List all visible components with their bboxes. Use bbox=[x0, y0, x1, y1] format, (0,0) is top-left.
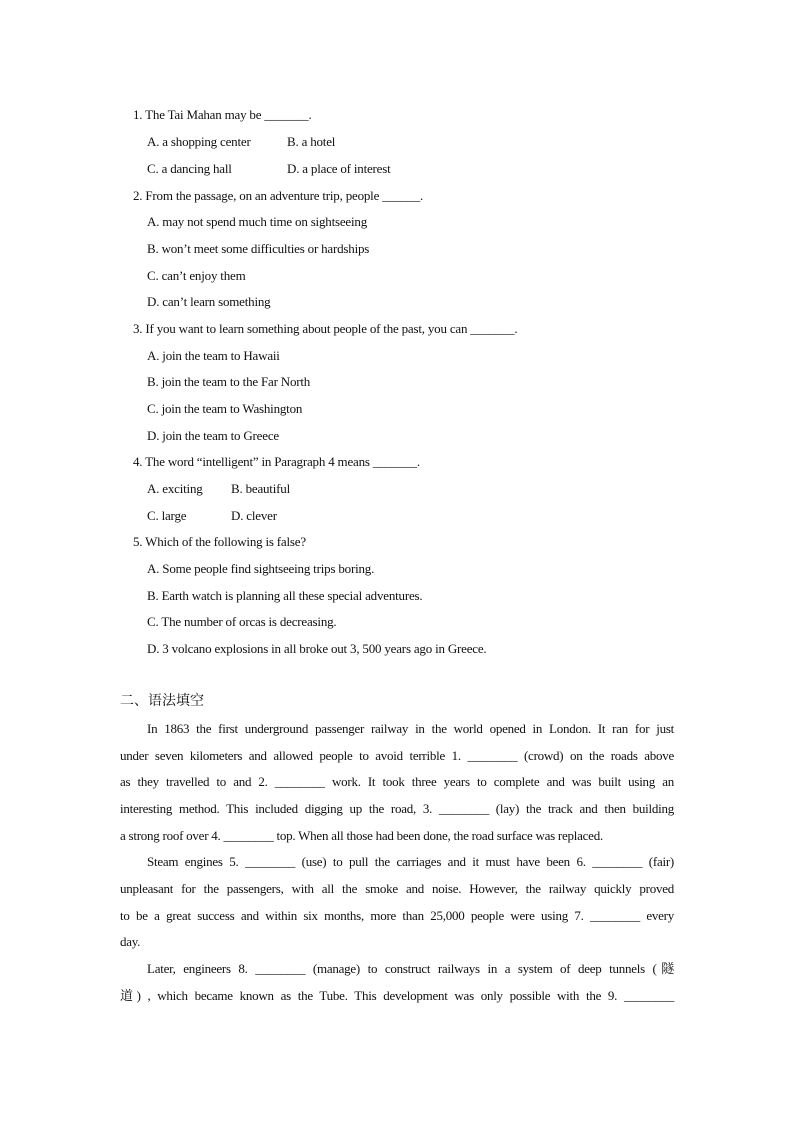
passage-line: Steam engines 5. ________ (use) to pull the carriages and it must have been 6. ________ (fair) bbox=[147, 854, 674, 869]
passage-line: unpleasant for the passengers, with all the smoke and noise. However, the railway quickly proved bbox=[120, 881, 674, 896]
question-5-option-c: C. The number of orcas is decreasing. bbox=[147, 614, 337, 629]
question-1-option-d: D. a place of interest bbox=[287, 161, 391, 176]
question-4-option-c: C. large bbox=[147, 508, 187, 523]
passage-line: to be a great success and within six months, more than 25,000 people were using 7. ________ every bbox=[120, 908, 674, 923]
passage-line: a strong roof over 4. ________ top. When all those had been done, the road surface was replaced. bbox=[120, 828, 603, 843]
question-3-option-c: C. join the team to Washington bbox=[147, 401, 303, 416]
passage-line: 道) , which became known as the Tube. This development was only possible with the 9. ________ bbox=[120, 988, 674, 1003]
question-2-option-b: B. won’t meet some difficulties or hardships bbox=[147, 241, 370, 256]
question-1-option-c: C. a dancing hall bbox=[147, 161, 232, 176]
question-3-option-a: A. join the team to Hawaii bbox=[147, 348, 280, 363]
passage-line: interesting method. This included digging up the road, 3. ________ (lay) the track and then building bbox=[120, 801, 674, 816]
passage-line: as they travelled to and 2. ________ work. It took three years to complete and was built using an bbox=[120, 774, 674, 789]
section-heading: 二、语法填空 bbox=[120, 693, 204, 709]
question-3-option-d: D. join the team to Greece bbox=[147, 428, 279, 443]
passage-line: In 1863 the first underground passenger railway in the world opened in London. It ran for just bbox=[147, 721, 674, 736]
question-4-option-b: B. beautiful bbox=[231, 481, 290, 496]
passage-line: Later, engineers 8. ________ (manage) to construct railways in a system of deep tunnels (隧 bbox=[147, 961, 674, 976]
question-3-option-b: B. join the team to the Far North bbox=[147, 374, 311, 389]
question-1-stem: 1. The Tai Mahan may be _______. bbox=[133, 107, 312, 122]
question-5-option-d: D. 3 volcano explosions in all broke out 3, 500 years ago in Greece. bbox=[147, 641, 487, 656]
question-4-option-d: D. clever bbox=[231, 508, 277, 523]
question-5-option-b: B. Earth watch is planning all these special adventures. bbox=[147, 588, 423, 603]
passage-line: day. bbox=[120, 934, 141, 949]
question-3-stem: 3. If you want to learn something about people of the past, you can _______. bbox=[133, 321, 518, 336]
question-2-stem: 2. From the passage, on an adventure trip, people ______. bbox=[133, 188, 424, 203]
question-2-option-a: A. may not spend much time on sightseeing bbox=[147, 214, 367, 229]
question-5-stem: 5. Which of the following is false? bbox=[133, 534, 306, 549]
passage-line: under seven kilometers and allowed people to avoid terrible 1. ________ (crowd) on the roads above bbox=[120, 748, 674, 763]
question-5-option-a: A. Some people find sightseeing trips boring. bbox=[147, 561, 375, 576]
question-1-option-a: A. a shopping center bbox=[147, 134, 251, 149]
question-4-stem: 4. The word “intelligent” in Paragraph 4 means _______. bbox=[133, 454, 420, 469]
question-2-option-c: C. can’t enjoy them bbox=[147, 268, 246, 283]
question-2-option-d: D. can’t learn something bbox=[147, 294, 271, 309]
question-1-option-b: B. a hotel bbox=[287, 134, 336, 149]
question-4-option-a: A. exciting bbox=[147, 481, 203, 496]
